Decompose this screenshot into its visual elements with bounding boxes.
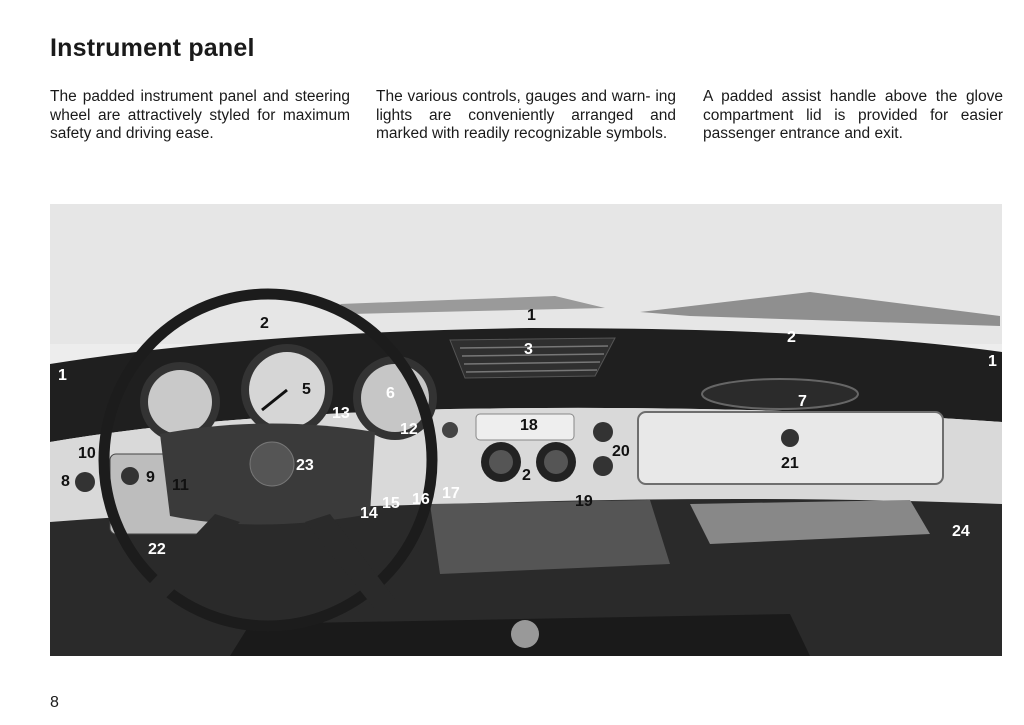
callout-13: 13 xyxy=(332,405,350,422)
callout-1-left: 1 xyxy=(58,367,67,384)
callout-1-right: 1 xyxy=(988,353,997,370)
callout-23: 23 xyxy=(296,457,314,474)
page-number: 8 xyxy=(50,694,59,711)
instrument-panel-photo xyxy=(50,204,1002,656)
callout-1-top: 1 xyxy=(527,307,536,324)
callout-19: 19 xyxy=(575,493,593,510)
callout-24: 24 xyxy=(952,523,970,540)
callout-14: 14 xyxy=(360,505,378,522)
callout-22: 22 xyxy=(148,541,166,558)
callout-2-center: 2 xyxy=(522,467,531,484)
callout-5: 5 xyxy=(302,381,311,398)
callout-18: 18 xyxy=(520,417,538,434)
callout-2-right: 2 xyxy=(787,329,796,346)
callout-11: 11 xyxy=(172,477,189,494)
callout-3: 3 xyxy=(524,341,533,358)
callout-10: 10 xyxy=(78,445,96,462)
paragraph-2: The various controls, gauges and warn- ing lights are conveniently arranged and marked with readily recognizable symbols. xyxy=(376,88,676,142)
paragraph-1: The padded instrument panel and steering wheel are attractively styled for maximum safety and driving ease. xyxy=(50,88,350,142)
paragraph-3: A padded assist handle above the glove compartment lid is provided for easier passenger entrance and exit. xyxy=(703,88,1003,142)
callout-20: 20 xyxy=(612,443,630,460)
callout-12: 12 xyxy=(400,421,418,438)
page-title: Instrument panel xyxy=(50,34,255,62)
callout-17: 17 xyxy=(442,485,460,502)
callout-21: 21 xyxy=(781,455,799,472)
callout-8: 8 xyxy=(61,473,70,490)
callout-7: 7 xyxy=(798,393,807,410)
callout-2-left: 2 xyxy=(260,315,269,332)
callout-9: 9 xyxy=(146,469,155,486)
callout-15: 15 xyxy=(382,495,400,512)
callout-16: 16 xyxy=(412,491,430,508)
callout-6: 6 xyxy=(386,385,395,402)
